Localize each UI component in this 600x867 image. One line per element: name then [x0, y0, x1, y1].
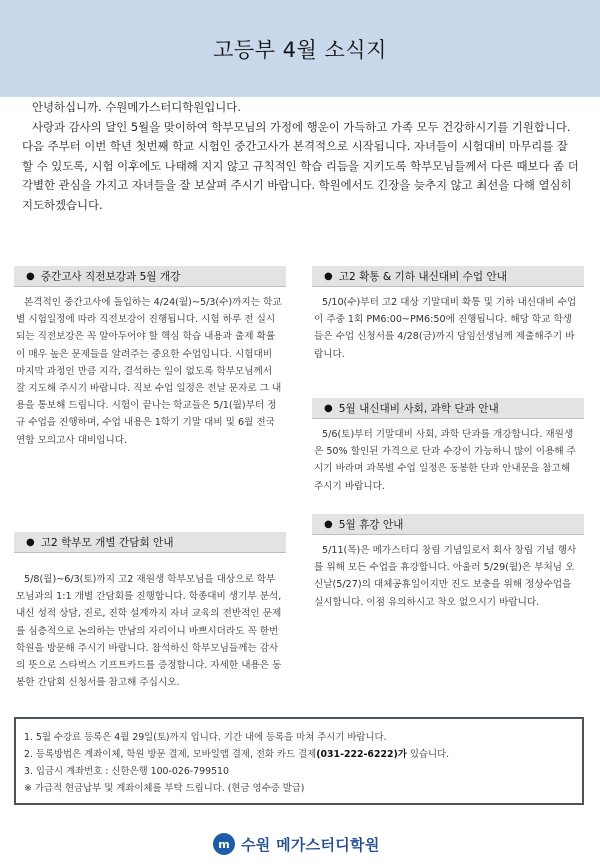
notice-line-4: ※ 가급적 현금납부 및 계좌이체를 부탁 드립니다. (현금 영수증 발급) — [24, 783, 305, 794]
academy-logo — [213, 829, 380, 859]
section-header-g2 — [312, 266, 584, 287]
bullet-icon: ● — [324, 518, 333, 530]
section-body-g2: 5/10(수)부터 고2 대상 기말대비 확통 및 기하 내신대비 수업이 주중 1회 PM6:00~PM6:50에 진행됩니다. 해당 학교 학생들은 수업 신청서를 4/28(금)까지 담임선생님께 제출해주기 바랍니다. — [314, 297, 577, 360]
section-header-meeting — [14, 532, 286, 553]
academy-name: 수원 메가스터디학원 — [241, 835, 380, 854]
notice-line-1: 1. 5월 수강료 등록은 4월 29일(토)까지 입니다. 기간 내에 등록을 마쳐 주시기 바랍니다. — [24, 732, 387, 743]
section-title: 고2 확통 & 기하 내신대비 수업 안내 — [338, 270, 507, 283]
section-title: 중간고사 직전보강과 5월 개강 — [40, 270, 181, 283]
notice-line-3: 3. 입금시 계좌번호 : 신한은행 100-026-799510 — [24, 766, 229, 777]
intro-body: 사랑과 감사의 달인 5월을 맞이하여 학부모님의 가정에 행운이 가득하고 가족 모두 건강하시기를 기원합니다. 다음 주부터 이번 학년 첫번째 학교 시험인 중간고사가 본격적으로 시작됩니다. 자녀들이 시험대비 마무리를 잘 할 수 있도록, 시험 이후에도 나태해 지지 않고 규칙적인 학습 리듬을 지키도록 학부모님들께서 다른 때보다 좀 더 각별한 관심을 가지고 자녀들을 잘 보살펴 주시기 바랍니다. 학원에서도 긴장을 늦추지 않고 최선을 다해 열심히 지도하겠습니다. — [22, 119, 579, 212]
bullet-icon: ● — [324, 402, 333, 414]
intro-greeting: 안녕하십니까. 수원메가스터디학원입니다. — [32, 100, 241, 114]
section-title: 고2 학부모 개별 간담회 안내 — [40, 536, 174, 549]
section-title: 5월 내신대비 사회, 과학 단과 안내 — [338, 402, 499, 415]
right-column — [312, 266, 584, 611]
phone-number: (031-222-6222)가 — [316, 749, 407, 760]
newsletter-header — [0, 0, 600, 97]
section-header-holiday — [312, 514, 584, 535]
section-header-exam — [14, 266, 286, 287]
bullet-icon: ● — [26, 536, 35, 548]
logo-icon: m — [213, 833, 235, 855]
left-column — [14, 266, 286, 691]
section-body-exam: 본격적인 중간고사에 돌입하는 4/24(월)~5/3(수)까지는 학교별 시험일정에 따라 직전보강이 진행됩니다. 시험 하루 전 실시되는 직전보강은 꼭 알아두어야 할 핵심 학습 내용과 출제 확률이 매우 높은 문제들을 알려주는 중요한 수업입니다. 시험대비 마지막 과정인 만큼 지각, 결석하는 일이 없도록 학부모님께서 잘 지도해 주시기 바랍니다. 직보 수업 일정은 전날 문자로 그 내용을 통보해 드립니다. 시험이 끝나는 학교들은 5/1(월)부터 정규 수업을 진행하며, 수업 내용은 1학기 기말 대비 및 6월 전국연합 모의고사 대비입니다. — [16, 297, 282, 446]
bullet-icon: ● — [324, 270, 333, 282]
notice-box — [14, 717, 584, 805]
newsletter-title: 고등부 4월 소식지 — [213, 37, 387, 62]
section-title: 5월 휴강 안내 — [338, 518, 404, 531]
notice-line-2: 2. 등록방법은 계좌이체, 학원 방문 결제, 모바일앱 결제, 전화 카드 결제(031-222-6222)가 있습니다. — [24, 749, 450, 760]
bullet-icon: ● — [26, 270, 35, 282]
section-body-meeting: 5/8(월)~6/3(토)까지 고2 재원생 학부모님을 대상으로 학부모님과의 1:1 개별 간담회를 진행합니다. 학종대비 생기부 분석, 내신 성적 상담, 진로, 진학 설계까지 자녀 교육의 전반적인 문제를 심층적으로 논의하는 만남의 자리이니 바쁘시더라도 꼭 한번 학원을 방문해 주시기 바랍니다. 참석하신 학부모님들께는 감사의 뜻으로 스타벅스 기프트카드를 증정합니다. 자세한 내용은 동봉한 간담회 신청서를 참고해 주십시오. — [16, 574, 282, 689]
intro-text — [22, 98, 582, 216]
section-body-science: 5/6(토)부터 기말대비 사회, 과학 단과를 개강합니다. 재원생은 50% 할인된 가격으로 단과 수강이 가능하니 많이 이용해 주시기 바라며 과목별 수업 일정은 동봉한 단과 안내문을 참고해 주시기 바랍니다. — [314, 429, 576, 492]
section-header-science — [312, 398, 584, 419]
section-body-holiday: 5/11(목)은 메가스터디 창립 기념일로서 회사 창립 기념 행사를 위해 모든 수업을 휴강합니다. 아울러 5/29(월)은 부처님 오신날(5/27)의 대체공휴일이지만 진도 보충을 위해 정상수업을 실시합니다. 이점 유의하시고 착오 없으시기 바랍니다. — [314, 545, 577, 608]
